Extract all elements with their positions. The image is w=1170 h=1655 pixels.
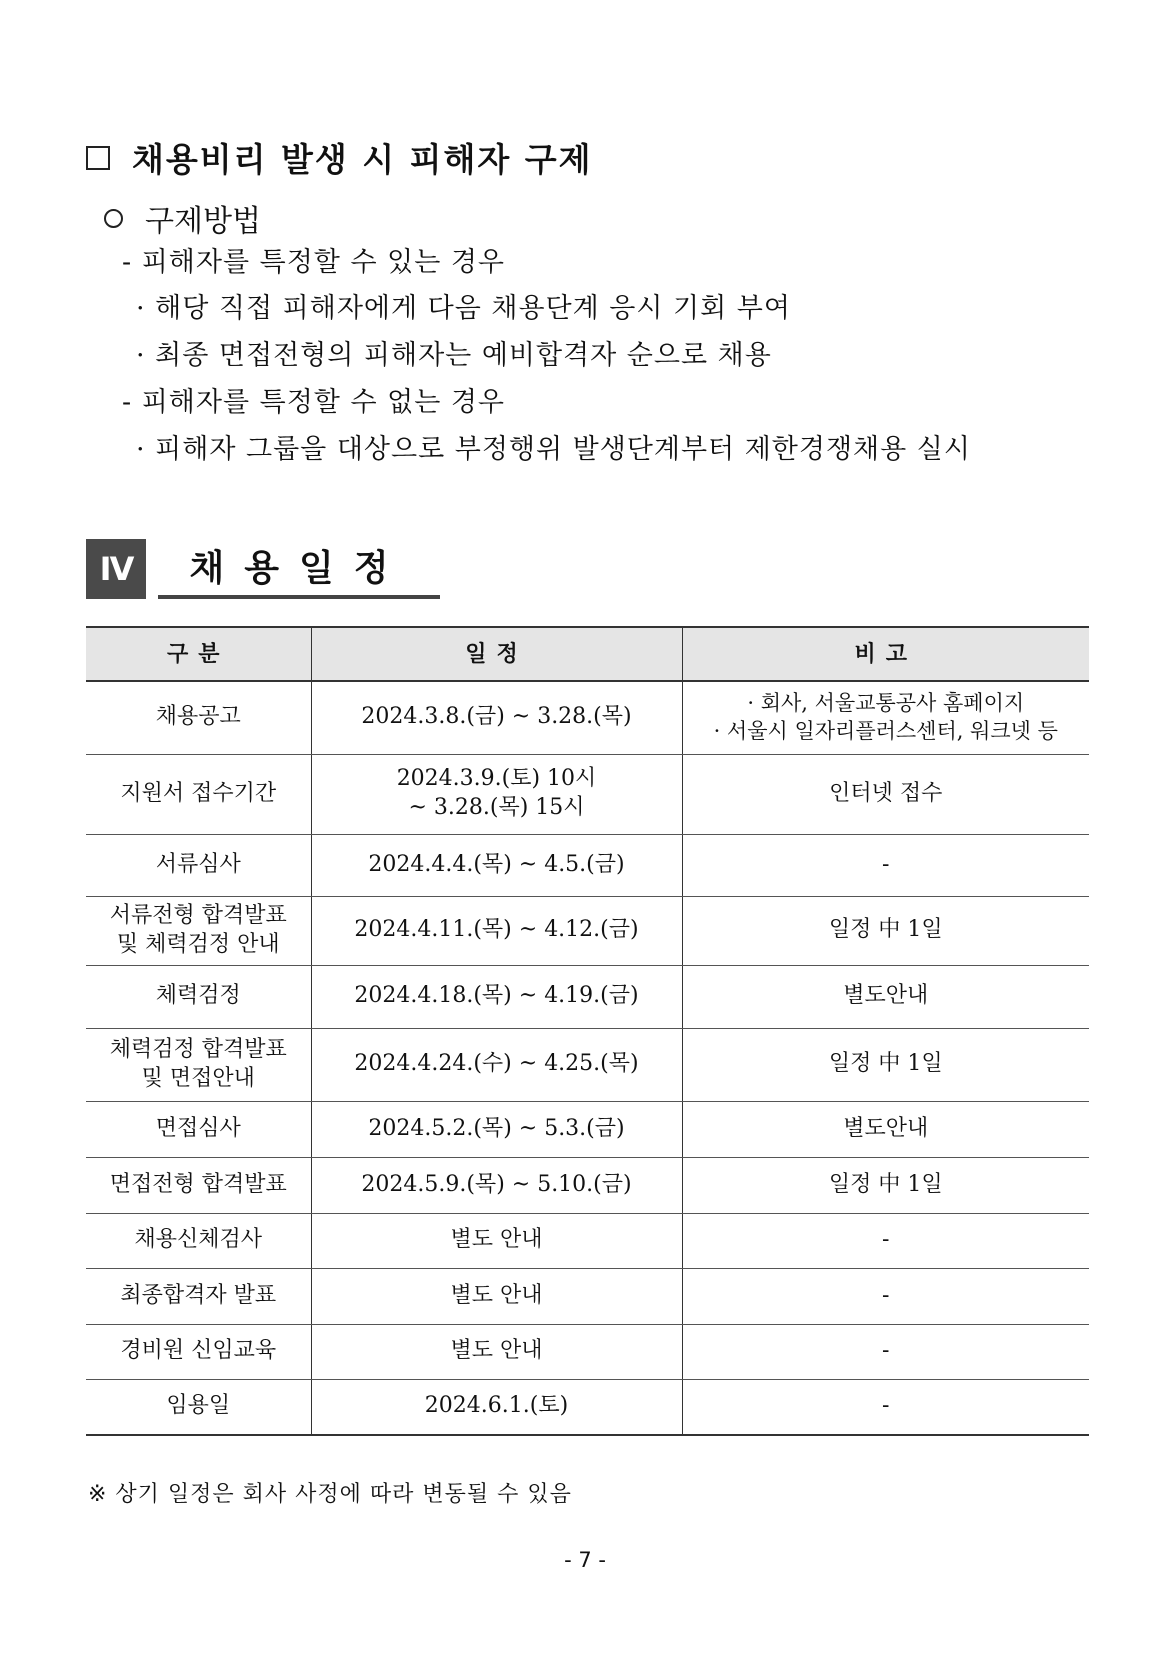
header-schedule: 일정	[311, 627, 682, 681]
table-row	[86, 1213, 1089, 1268]
cell-note: -	[682, 1379, 1089, 1435]
header-category: 구분	[86, 627, 311, 681]
cell-note: 별도안내	[682, 1101, 1089, 1157]
cell-schedule: 별도 안내	[311, 1213, 682, 1268]
cell-schedule: 별도 안내	[311, 1268, 682, 1324]
cell-note: 일정 中 1일	[682, 896, 1089, 965]
cell-category: 서류전형 합격발표 및 체력검정 안내	[86, 896, 311, 965]
table-row	[86, 1268, 1089, 1324]
cell-schedule: 2024.5.9.(목) ~ 5.10.(금)	[311, 1157, 682, 1213]
cell-category: 경비원 신임교육	[86, 1324, 311, 1379]
cell-category: 채용신체검사	[86, 1213, 311, 1268]
chapter-title-underline	[158, 540, 440, 599]
cell-note: 인터넷 접수	[682, 754, 1089, 834]
cell-note: 일정 中 1일	[682, 1028, 1089, 1101]
cell-category: 면접전형 합격발표	[86, 1157, 311, 1213]
table-row	[86, 681, 1089, 754]
table-row	[86, 965, 1089, 1028]
circle-bullet-icon	[104, 209, 123, 228]
cell-category: 지원서 접수기간	[86, 754, 311, 834]
table-row	[86, 834, 1089, 896]
cell-schedule: 2024.3.9.(토) 10시 ~ 3.28.(목) 15시	[311, 754, 682, 834]
remedy-line: · 피해자 그룹을 대상으로 부정행위 발생단계부터 제한경쟁채용 실시	[136, 434, 971, 465]
cell-schedule: 2024.4.4.(목) ~ 4.5.(금)	[311, 834, 682, 896]
remedy-line: · 최종 면접전형의 피해자는 예비합격자 순으로 채용	[136, 340, 772, 371]
section-heading	[86, 134, 593, 181]
cell-schedule: 2024.4.24.(수) ~ 4.25.(목)	[311, 1028, 682, 1101]
cell-note: -	[682, 1268, 1089, 1324]
cell-note: -	[682, 1324, 1089, 1379]
chapter-heading	[86, 539, 440, 599]
table-row	[86, 896, 1089, 965]
cell-schedule: 2024.3.8.(금) ~ 3.28.(목)	[311, 681, 682, 754]
cell-note: 일정 中 1일	[682, 1157, 1089, 1213]
cell-category: 채용공고	[86, 681, 311, 754]
table-row	[86, 1379, 1089, 1435]
cell-category: 임용일	[86, 1379, 311, 1435]
cell-category: 서류심사	[86, 834, 311, 896]
table-row	[86, 1324, 1089, 1379]
table-header-row	[86, 627, 1089, 681]
cell-category: 체력검정 합격발표 및 면접안내	[86, 1028, 311, 1101]
cell-category: 면접심사	[86, 1101, 311, 1157]
table-row	[86, 1028, 1089, 1101]
remedy-line: · 해당 직접 피해자에게 다음 채용단계 응시 기회 부여	[136, 293, 791, 324]
cell-note: -	[682, 1213, 1089, 1268]
remedy-line: - 피해자를 특정할 수 있는 경우	[122, 247, 506, 278]
subsection-title: 구제방법	[145, 204, 261, 239]
table-row	[86, 754, 1089, 834]
cell-schedule: 2024.6.1.(토)	[311, 1379, 682, 1435]
remedy-line: - 피해자를 특정할 수 없는 경우	[122, 387, 506, 418]
cell-category: 체력검정	[86, 965, 311, 1028]
chapter-number-badge: IV	[86, 539, 146, 599]
checkbox-icon	[86, 146, 110, 170]
schedule-table	[86, 626, 1089, 1436]
cell-note: 별도안내	[682, 965, 1089, 1028]
header-note: 비고	[682, 627, 1089, 681]
table-row	[86, 1157, 1089, 1213]
section-title: 채용비리 발생 시 피해자 구제	[132, 140, 593, 179]
cell-category: 최종합격자 발표	[86, 1268, 311, 1324]
cell-note: · 회사, 서울교통공사 홈페이지 · 서울시 일자리플러스센터, 워크넷 등	[682, 681, 1089, 754]
subsection-heading	[104, 196, 261, 240]
cell-schedule: 2024.4.18.(목) ~ 4.19.(금)	[311, 965, 682, 1028]
cell-schedule: 별도 안내	[311, 1324, 682, 1379]
chapter-title: 채용일정	[189, 548, 409, 589]
cell-schedule: 2024.5.2.(목) ~ 5.3.(금)	[311, 1101, 682, 1157]
page-number: - 7 -	[564, 1548, 606, 1572]
cell-schedule: 2024.4.11.(목) ~ 4.12.(금)	[311, 896, 682, 965]
footnote: ※ 상기 일정은 회사 사정에 따라 변동될 수 있음	[88, 1482, 572, 1507]
table-row	[86, 1101, 1089, 1157]
cell-note: -	[682, 834, 1089, 896]
